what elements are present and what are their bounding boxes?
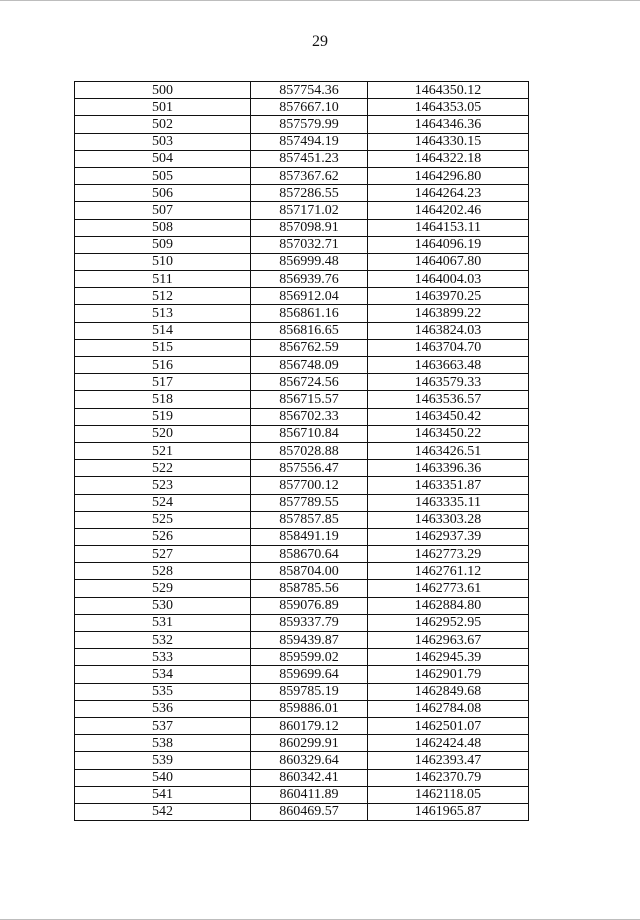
point-number-cell: 502 [75,116,251,133]
x-coordinate-cell: 857098.91 [251,219,368,236]
table-row [75,150,529,167]
x-coordinate-cell: 856724.56 [251,374,368,391]
x-coordinate-cell: 857494.19 [251,133,368,150]
y-coordinate-cell: 1464264.23 [368,185,529,202]
point-number-cell: 537 [75,717,251,734]
point-number-cell: 500 [75,82,251,99]
table-row [75,339,529,356]
point-number-cell: 504 [75,150,251,167]
table-row [75,374,529,391]
point-number-cell: 528 [75,563,251,580]
x-coordinate-cell: 856715.57 [251,391,368,408]
table-row [75,116,529,133]
table-row [75,357,529,374]
x-coordinate-cell: 857789.55 [251,494,368,511]
x-coordinate-cell: 858704.00 [251,563,368,580]
y-coordinate-cell: 1463704.70 [368,339,529,356]
x-coordinate-cell: 857579.99 [251,116,368,133]
y-coordinate-cell: 1463579.33 [368,374,529,391]
x-coordinate-cell: 857857.85 [251,511,368,528]
point-number-cell: 525 [75,511,251,528]
table-row [75,322,529,339]
x-coordinate-cell: 859785.19 [251,683,368,700]
x-coordinate-cell: 858491.19 [251,528,368,545]
y-coordinate-cell: 1461965.87 [368,803,529,820]
table-row [75,666,529,683]
table-row [75,803,529,820]
table-row [75,425,529,442]
table-row [75,511,529,528]
y-coordinate-cell: 1462773.29 [368,546,529,563]
point-number-cell: 513 [75,305,251,322]
point-number-cell: 522 [75,460,251,477]
x-coordinate-cell: 856702.33 [251,408,368,425]
point-number-cell: 511 [75,271,251,288]
y-coordinate-cell: 1463426.51 [368,442,529,459]
y-coordinate-cell: 1464353.05 [368,99,529,116]
x-coordinate-cell: 857367.62 [251,167,368,184]
table-row [75,202,529,219]
table-row [75,614,529,631]
y-coordinate-cell: 1463970.25 [368,288,529,305]
y-coordinate-cell: 1464202.46 [368,202,529,219]
table-row [75,494,529,511]
x-coordinate-cell: 860299.91 [251,735,368,752]
y-coordinate-cell: 1462952.95 [368,614,529,631]
x-coordinate-cell: 857171.02 [251,202,368,219]
y-coordinate-cell: 1462884.80 [368,597,529,614]
y-coordinate-cell: 1464296.80 [368,167,529,184]
point-number-cell: 526 [75,528,251,545]
x-coordinate-cell: 860469.57 [251,803,368,820]
point-number-cell: 523 [75,477,251,494]
x-coordinate-cell: 859076.89 [251,597,368,614]
table-row [75,717,529,734]
y-coordinate-cell: 1462849.68 [368,683,529,700]
x-coordinate-cell: 857667.10 [251,99,368,116]
table-row [75,288,529,305]
y-coordinate-cell: 1463396.36 [368,460,529,477]
y-coordinate-cell: 1464096.19 [368,236,529,253]
y-coordinate-cell: 1462901.79 [368,666,529,683]
table-row [75,305,529,322]
y-coordinate-cell: 1464004.03 [368,271,529,288]
table-row [75,99,529,116]
table-row [75,477,529,494]
x-coordinate-cell: 859699.64 [251,666,368,683]
y-coordinate-cell: 1462118.05 [368,786,529,803]
table-row [75,391,529,408]
table-row [75,253,529,270]
table-row [75,580,529,597]
point-number-cell: 529 [75,580,251,597]
table-row [75,546,529,563]
point-number-cell: 510 [75,253,251,270]
point-number-cell: 505 [75,167,251,184]
point-number-cell: 517 [75,374,251,391]
x-coordinate-cell: 856912.04 [251,288,368,305]
point-number-cell: 506 [75,185,251,202]
y-coordinate-cell: 1463536.57 [368,391,529,408]
point-number-cell: 535 [75,683,251,700]
x-coordinate-cell: 857754.36 [251,82,368,99]
point-number-cell: 519 [75,408,251,425]
y-coordinate-cell: 1462945.39 [368,649,529,666]
y-coordinate-cell: 1462501.07 [368,717,529,734]
x-coordinate-cell: 860179.12 [251,717,368,734]
point-number-cell: 516 [75,357,251,374]
y-coordinate-cell: 1464350.12 [368,82,529,99]
point-number-cell: 527 [75,546,251,563]
point-number-cell: 534 [75,666,251,683]
x-coordinate-cell: 857700.12 [251,477,368,494]
x-coordinate-cell: 857028.88 [251,442,368,459]
table-row [75,167,529,184]
point-number-cell: 507 [75,202,251,219]
table-row [75,219,529,236]
point-number-cell: 533 [75,649,251,666]
y-coordinate-cell: 1462784.08 [368,700,529,717]
table-row [75,752,529,769]
y-coordinate-cell: 1463450.42 [368,408,529,425]
table-row [75,133,529,150]
table-row [75,528,529,545]
table-row [75,82,529,99]
page-top-edge [0,0,640,1]
point-number-cell: 514 [75,322,251,339]
table-row [75,408,529,425]
y-coordinate-cell: 1464322.18 [368,150,529,167]
y-coordinate-cell: 1462761.12 [368,563,529,580]
coordinates-table-body [75,82,529,821]
point-number-cell: 542 [75,803,251,820]
table-row [75,649,529,666]
y-coordinate-cell: 1464330.15 [368,133,529,150]
table-row [75,735,529,752]
x-coordinate-cell: 857286.55 [251,185,368,202]
point-number-cell: 515 [75,339,251,356]
table-row [75,185,529,202]
y-coordinate-cell: 1462424.48 [368,735,529,752]
y-coordinate-cell: 1463663.48 [368,357,529,374]
y-coordinate-cell: 1464067.80 [368,253,529,270]
point-number-cell: 539 [75,752,251,769]
coordinates-table [74,81,529,821]
point-number-cell: 501 [75,99,251,116]
point-number-cell: 540 [75,769,251,786]
x-coordinate-cell: 860329.64 [251,752,368,769]
x-coordinate-cell: 856748.09 [251,357,368,374]
table-row [75,700,529,717]
x-coordinate-cell: 856939.76 [251,271,368,288]
x-coordinate-cell: 857032.71 [251,236,368,253]
y-coordinate-cell: 1463351.87 [368,477,529,494]
point-number-cell: 520 [75,425,251,442]
x-coordinate-cell: 858785.56 [251,580,368,597]
x-coordinate-cell: 857451.23 [251,150,368,167]
x-coordinate-cell: 856861.16 [251,305,368,322]
x-coordinate-cell: 859599.02 [251,649,368,666]
y-coordinate-cell: 1463303.28 [368,511,529,528]
x-coordinate-cell: 856762.59 [251,339,368,356]
y-coordinate-cell: 1463450.22 [368,425,529,442]
y-coordinate-cell: 1462393.47 [368,752,529,769]
y-coordinate-cell: 1462370.79 [368,769,529,786]
x-coordinate-cell: 860342.41 [251,769,368,786]
point-number-cell: 530 [75,597,251,614]
y-coordinate-cell: 1463899.22 [368,305,529,322]
point-number-cell: 512 [75,288,251,305]
y-coordinate-cell: 1462963.67 [368,632,529,649]
table-row [75,271,529,288]
y-coordinate-cell: 1464346.36 [368,116,529,133]
point-number-cell: 518 [75,391,251,408]
point-number-cell: 532 [75,632,251,649]
x-coordinate-cell: 860411.89 [251,786,368,803]
y-coordinate-cell: 1463335.11 [368,494,529,511]
point-number-cell: 503 [75,133,251,150]
page-number: 29 [312,33,328,50]
x-coordinate-cell: 859337.79 [251,614,368,631]
table-row [75,563,529,580]
x-coordinate-cell: 856710.84 [251,425,368,442]
point-number-cell: 538 [75,735,251,752]
y-coordinate-cell: 1463824.03 [368,322,529,339]
point-number-cell: 509 [75,236,251,253]
point-number-cell: 521 [75,442,251,459]
point-number-cell: 524 [75,494,251,511]
y-coordinate-cell: 1464153.11 [368,219,529,236]
x-coordinate-cell: 859439.87 [251,632,368,649]
y-coordinate-cell: 1462773.61 [368,580,529,597]
point-number-cell: 541 [75,786,251,803]
x-coordinate-cell: 859886.01 [251,700,368,717]
y-coordinate-cell: 1462937.39 [368,528,529,545]
point-number-cell: 536 [75,700,251,717]
table-row [75,769,529,786]
point-number-cell: 508 [75,219,251,236]
x-coordinate-cell: 857556.47 [251,460,368,477]
table-row [75,442,529,459]
table-row [75,632,529,649]
table-row [75,460,529,477]
point-number-cell: 531 [75,614,251,631]
table-row [75,597,529,614]
table-row [75,236,529,253]
x-coordinate-cell: 856999.48 [251,253,368,270]
x-coordinate-cell: 856816.65 [251,322,368,339]
table-row [75,786,529,803]
table-row [75,683,529,700]
x-coordinate-cell: 858670.64 [251,546,368,563]
